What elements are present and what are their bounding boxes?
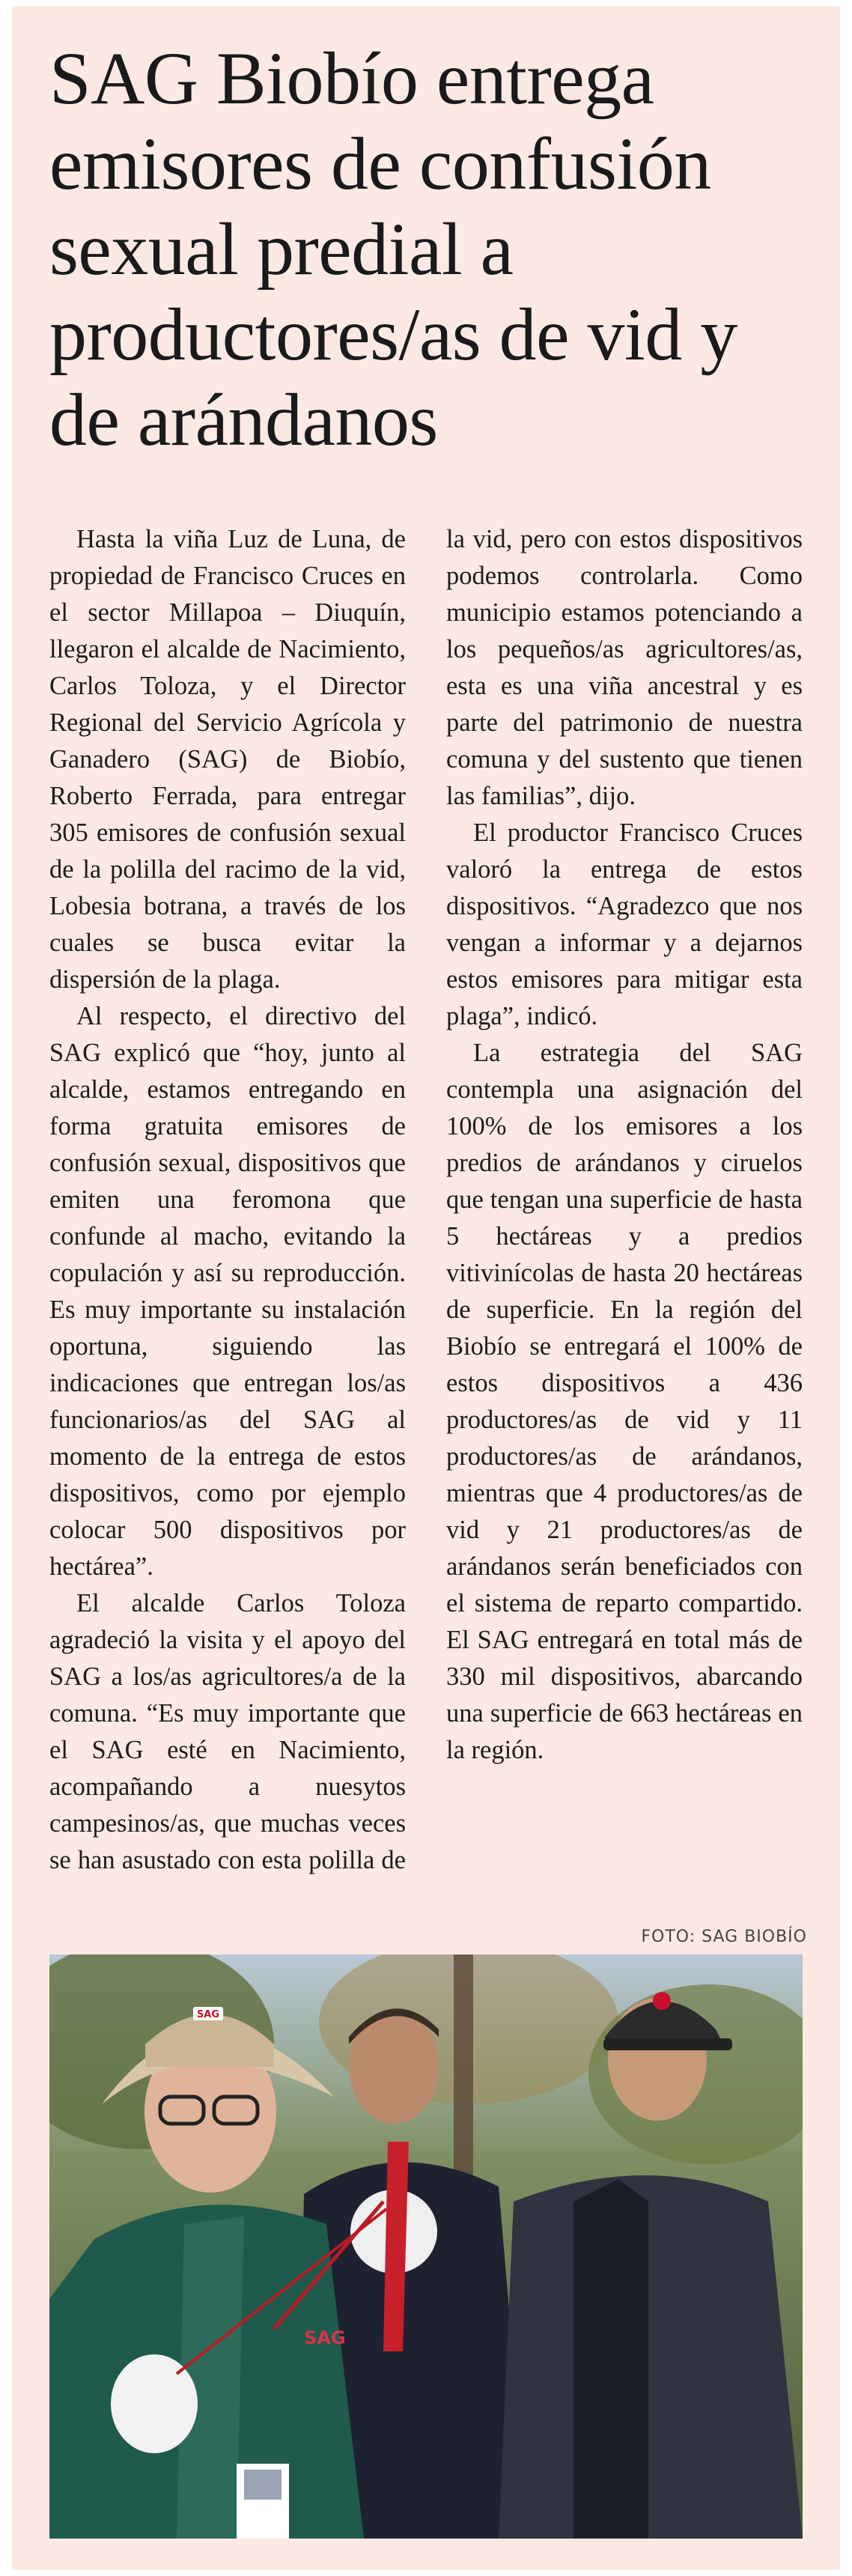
headline: SAG Biobío entrega emisores de confusión sexual predial a productores/as de vid y de arándanos bbox=[49, 37, 737, 461]
hat-badge-label: SAG bbox=[196, 2009, 220, 2020]
paragraph-1: Hasta la viña Luz de Luna, de propiedad de Francisco Cruces en el sector Millapoa – Diuquín, llegaron el alcalde de Nacimiento, Carlos Toloza, y el Director Regional del Servicio Agrícola y Ganadero (SAG) de Biobío, Roberto Ferrada, para entregar 305 emisores de confusión sexual de la polilla del racimo de la vid, Lobesia botrana, a través de los cuales se busca evitar la dispersión de la plaga. bbox=[49, 525, 406, 994]
article-page bbox=[12, 6, 840, 2570]
article-photo bbox=[49, 1954, 803, 2539]
paragraph-5: La estrategia del SAG contempla una asignación del 100% de los emisores a los predios de arándanos y ciruelos que tengan una superficie de hasta 5 hectáreas y a predios vitivinícolas de hasta 20 hectáreas de superficie. En la región del Biobío se entregará el 100% de estos dispositivos a 436 productores/as de vid y 11 productores/as de arándanos, mientras que 4 productores/as de vid y 21 productores/as de arándanos serán beneficiados con el sistema de reparto compartido. El SAG entregará en total más de 330 mil dispositivos, abarcando una superficie de 663 hectáreas en la región. bbox=[446, 1039, 803, 1764]
paragraph-2: Al respecto, el directivo del SAG explicó que “hoy, junto al alcalde, estamos entregando en forma gratuita emisores de confusión sexual, dispositivos que emiten una feromona que confunde al macho, evitando la copulación y así su reproducción. Es muy importante su instalación oportuna, siguiendo las indicaciones que entregan los/as funcionarios/as del SAG al momento de la entrega de estos dispositivos, como por ejemplo colocar 500 dispositivos por hectárea”. bbox=[49, 1002, 406, 1581]
vest-badge-label: SAG bbox=[304, 2327, 346, 2348]
paragraph-3: El alcalde Carlos Toloza agradeció la visita y el apoyo del SAG a los/as agricultores/a de la comuna. “Es muy importante que el SAG esté en Nacimiento, acompañando a nuesytos campesinos/as, que muchas veces se han asustado con esta polilla de la vid, pero con estos dispositivos podemos controlarla. Como municipio estamos potenciando a los pequeños/as agricultores/as, esta es una viña ancestral y es parte del patrimonio de nuestra comuna y del sustento que tienen las familias”, dijo. bbox=[49, 525, 803, 1874]
article-body bbox=[49, 521, 803, 1914]
photo-illustration bbox=[49, 1954, 803, 2539]
paragraph-4: El productor Francisco Cruces valoró la entrega de estos dispositivos. “Agradezco que nos vengan a informar y a dejarnos estos emisores para mitigar esta plaga”, indicó. bbox=[446, 818, 803, 1030]
photo-credit: FOTO: SAG BIOBÍO bbox=[641, 1928, 807, 1946]
